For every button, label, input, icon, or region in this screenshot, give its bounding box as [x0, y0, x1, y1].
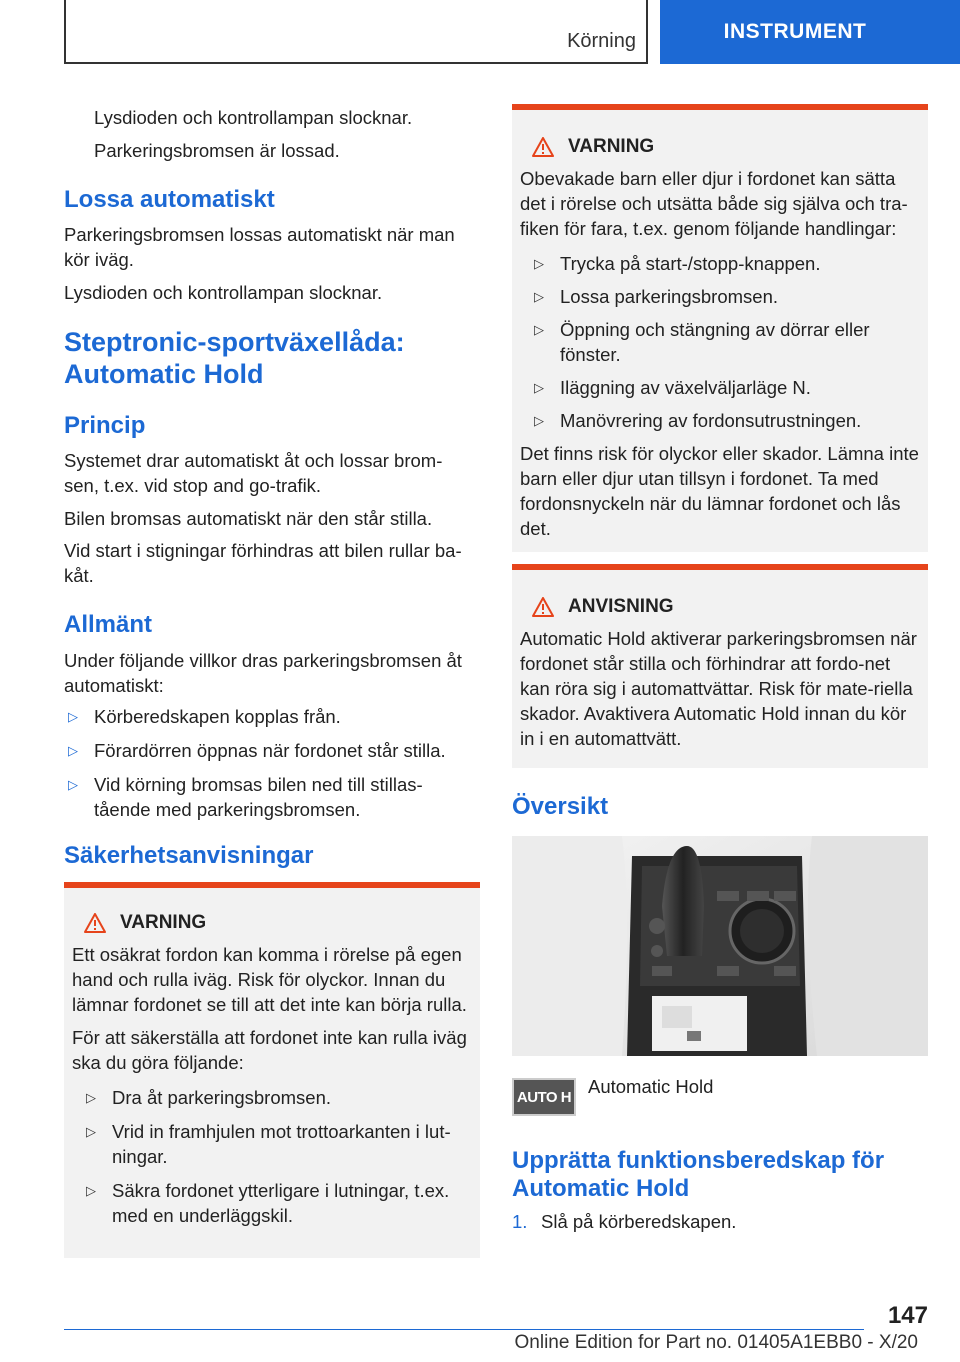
heading-upprata: Upprätta funktionsberedskap för Automatic Hold	[512, 1147, 885, 1202]
list-item: ▷ Trycka på start-/stopp-knappen.	[534, 253, 821, 274]
triangle-bullet-icon: ▷	[534, 289, 544, 304]
footer-divider	[64, 1329, 864, 1330]
paragraph: Parkeringsbromsen är lossad.	[94, 140, 340, 161]
triangle-bullet-icon: ▷	[534, 380, 544, 395]
warning-box	[512, 104, 928, 552]
paragraph: Automatic Hold aktiverar parkeringsbromsen när fordonet står stilla och förhindrar att fordo-net kan röra sig i automattvättar. Risk för mate-riella skador. Avaktivera Automatic Hold innan du kör in i en automattvätt.	[520, 628, 917, 749]
list-item: ▷ Lossa parkeringsbromsen.	[534, 286, 778, 307]
triangle-bullet-icon: ▷	[534, 256, 544, 271]
triangle-bullet-icon: ▷	[86, 1183, 96, 1198]
auto-hold-button-icon: AUTO H	[512, 1078, 576, 1116]
notice-title: ANVISNING	[520, 596, 920, 618]
heading-allmant: Allmänt	[64, 611, 153, 638]
list-item: ▷ Körberedskapen kopplas från.	[68, 706, 341, 727]
heading-princip: Princip	[64, 412, 146, 439]
triangle-bullet-icon: ▷	[68, 743, 78, 758]
list-item: ▷ Iläggning av växelväljarläge N.	[534, 377, 811, 398]
list-item: ▷ Manövrering av fordonsutrustningen.	[534, 410, 862, 431]
paragraph: Ett osäkrat fordon kan komma i rörelse på egen hand och rulla iväg. Risk för olyckor. Innan du lämnar fordonet se till att det inte kan börja rulla.	[72, 944, 467, 1015]
list-item: ▷ Förardörren öppnas när fordonet står stilla.	[68, 740, 446, 761]
triangle-bullet-icon: ▷	[86, 1124, 96, 1139]
paragraph: Det finns risk för olyckor eller skador. Lämna inte barn eller djur utan tillsyn i fordonet. Ta med fordonsnyckeln när du lämnar fordonet och lås det.	[520, 443, 919, 539]
triangle-bullet-icon: ▷	[534, 322, 544, 337]
warning-triangle-icon	[84, 913, 106, 933]
triangle-bullet-icon: ▷	[534, 413, 544, 428]
center-console-photo	[512, 836, 928, 1056]
warning-triangle-icon	[532, 137, 554, 157]
footer-edition: Online Edition for Part no. 01405A1EBB0 - X/20	[514, 1332, 918, 1353]
paragraph: Obevakade barn eller djur i fordonet kan sätta det i rörelse och utsätta både sig själva och tra-fiken för fara, t.ex. genom följande handlingar:	[520, 168, 908, 239]
notice-box	[512, 564, 928, 768]
list-item: ▷ Dra åt parkeringsbromsen.	[86, 1087, 332, 1108]
triangle-bullet-icon: ▷	[68, 709, 78, 724]
chapter-tab[interactable]: INSTRUMENT	[660, 0, 960, 64]
heading-steptronic: Steptronic-sportväxellåda: Automatic Hold	[64, 327, 405, 389]
paragraph: Lysdioden och kontrollampan slocknar.	[64, 282, 383, 303]
warning-triangle-icon	[532, 597, 554, 617]
triangle-bullet-icon: ▷	[86, 1090, 96, 1105]
paragraph: Bilen bromsas automatiskt när den står stilla.	[64, 508, 433, 529]
heading-lossa: Lossa automatiskt	[64, 186, 275, 213]
paragraph: Systemet drar automatiskt åt och lossar brom-sen, t.ex. vid stop and go-trafik.	[64, 450, 443, 496]
paragraph: Parkeringsbromsen lossas automatiskt när man kör iväg.	[64, 224, 455, 270]
heading-oversikt: Översikt	[512, 793, 609, 820]
center-console-illustration	[512, 836, 928, 1056]
warning-title: VARNING	[72, 912, 472, 934]
warning-box	[64, 882, 480, 1258]
step-number: 1.	[512, 1211, 528, 1232]
step-text: Slå på körberedskapen.	[541, 1211, 737, 1232]
list-item: ▷ Vrid in framhjulen mot trottoarkanten i lut-ningar.	[86, 1121, 451, 1167]
paragraph: Lysdioden och kontrollampan slocknar.	[94, 107, 413, 128]
warning-title: VARNING	[520, 136, 920, 158]
triangle-bullet-icon: ▷	[68, 777, 78, 792]
allmant-list	[64, 704, 476, 822]
paragraph: Vid start i stigningar förhindras att bilen rullar ba-kåt.	[64, 540, 462, 586]
auto-hold-caption: Automatic Hold	[588, 1076, 714, 1097]
section-label: Körning	[567, 30, 636, 52]
list-item: ▷ Vid körning bromsas bilen ned till stillas-tående med parkeringsbromsen.	[68, 774, 423, 820]
list-item: ▷ Öppning och stängning av dörrar eller fönster.	[534, 319, 870, 365]
list-item: ▷ Säkra fordonet ytterligare i lutningar, t.ex. med en underläggskil.	[86, 1180, 450, 1226]
heading-sakerhet: Säkerhetsanvisningar	[64, 842, 314, 869]
paragraph: Under följande villkor dras parkeringsbromsen åt automatiskt:	[64, 650, 462, 696]
page-number: 147	[887, 1302, 928, 1329]
paragraph: För att säkerställa att fordonet inte kan rulla iväg ska du göra följande:	[72, 1027, 467, 1073]
